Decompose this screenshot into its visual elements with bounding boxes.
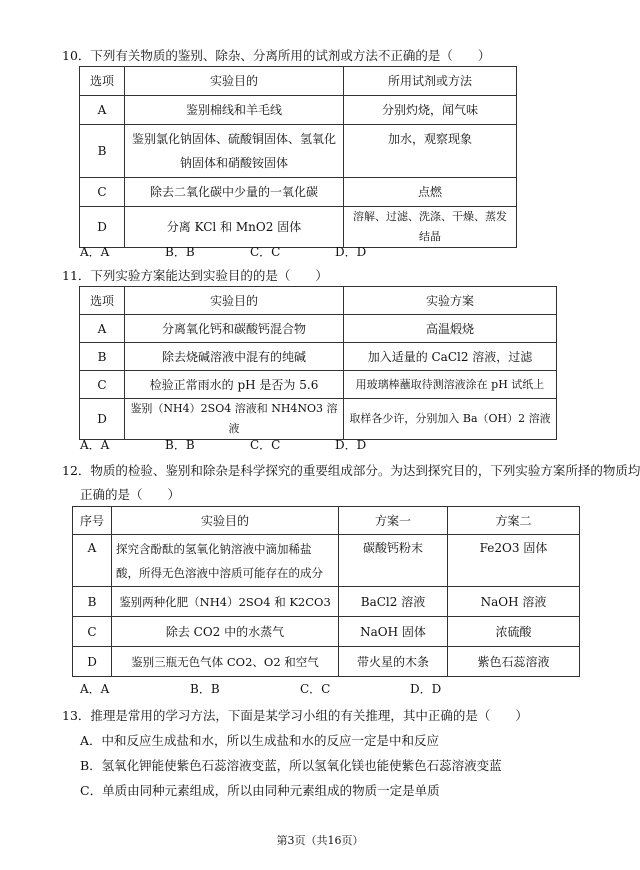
choice-a[interactable]: A．A [80, 438, 110, 452]
table-row: C 检验正常雨水的 pH 是否为 5.6 用玻璃棒蘸取待测溶液涂在 pH 试纸上 [80, 371, 557, 399]
table-row: D 鉴别（NH4）2SO4 溶液和 NH4NO3 溶液 取样各少许，分别加入 Ba（OH）2 溶液 [80, 399, 557, 440]
table-row: D 鉴别三瓶无色气体 CO2、O2 和空气 带火星的木条 紫色石蕊溶液 [73, 647, 580, 677]
table-row: A 鉴别棉线和羊毛线 分别灼烧，闻气味 [80, 96, 517, 125]
q13-option-a[interactable]: A．中和反应生成盐和水，所以生成盐和水的反应一定是中和反应 [80, 733, 440, 748]
choice-c[interactable]: C．C [250, 245, 281, 259]
q10-header-method: 所用试剂或方法 [344, 67, 517, 96]
table-row: B 鉴别两种化肥（NH4）2SO4 和 K2CO3 BaCl2 溶液 NaOH 溶液 [73, 587, 580, 617]
choice-d[interactable]: D．D [335, 438, 367, 452]
table-row: D 分离 KCl 和 MnO2 固体 溶解、过滤、洗涤、干燥、蒸发结晶 [80, 207, 517, 248]
q10-header-option: 选项 [80, 67, 125, 96]
q13-stem: 13．推理是常用的学习方法，下面是某学习小组的有关推理，其中正确的是（ ） [62, 708, 528, 723]
q13-option-c[interactable]: C．单质由同种元素组成，所以由同种元素组成的物质一定是单质 [80, 783, 440, 798]
q11-choices [80, 436, 420, 453]
choice-b[interactable]: B．B [165, 245, 195, 259]
choice-c[interactable]: C．C [300, 682, 331, 696]
choice-d[interactable]: D．D [335, 245, 367, 259]
page-footer: 第3页（共16页） [276, 834, 364, 847]
table-row: B 除去烧碱溶液中混有的纯碱 加入适量的 CaCl2 溶液，过滤 [80, 343, 557, 371]
q10-table [79, 66, 517, 248]
table-row: C 除去二氧化碳中少量的一氧化碳 点燃 [80, 178, 517, 207]
q12-table: 序号 实验目的 方案一 方案二 A 探究含酚酞的氢氧化钠溶液中滴加稀盐酸，所得无色溶液中溶质可能存在的成分 碳酸钙粉末 Fe2O3 固体 B 鉴别两种化肥（NH4）2SO4 和 K2CO3 BaCl2 溶液 NaOH 溶液 C 除去 CO2 中的水蒸气 NaOH 固体 浓硫酸 D 鉴别三瓶无色气体 CO2、O2 和空气 带火星的木条 紫色石蕊溶液 [72, 506, 580, 677]
choice-c[interactable]: C．C [250, 438, 281, 452]
q11-stem: 11．下列实验方案能达到实验目的的是（ ） [62, 268, 328, 283]
q12-stem-line2: 正确的是（ ） [80, 487, 181, 502]
choice-d[interactable]: D．D [410, 682, 442, 696]
table-row: A 分离氧化钙和碳酸钙混合物 高温煅烧 [80, 315, 557, 343]
table-row: B 鉴别氯化钠固体、硫酸铜固体、氢氧化钠固体和硝酸铵固体 加水，观察现象 [80, 125, 517, 178]
q10-stem: 10．下列有关物质的鉴别、除杂、分离所用的试剂或方法不正确的是（ ） [62, 48, 491, 63]
q11-table: 选项 实验目的 实验方案 A 分离氧化钙和碳酸钙混合物 高温煅烧 B 除去烧碱溶液中混有的纯碱 加入适量的 CaCl2 溶液，过滤 C 检验正常雨水的 pH 是否为 5.6 用玻璃棒蘸取待测溶液涂在 pH 试纸上 D 鉴别（NH4）2SO4 溶液和 NH4NO3 溶液 取样各少许，分别加入 Ba（OH）2 溶液 [79, 286, 557, 440]
table-row: A 探究含酚酞的氢氧化钠溶液中滴加稀盐酸，所得无色溶液中溶质可能存在的成分 碳酸钙粉末 Fe2O3 固体 [73, 535, 580, 587]
q12-stem-line1: 12．物质的检验、鉴别和除杂是科学探究的重要组成部分。为达到探究目的，下列实验方案所择的物质均 [62, 463, 640, 478]
choice-a[interactable]: A．A [80, 245, 110, 259]
choice-a[interactable]: A．A [80, 682, 110, 696]
choice-b[interactable]: B．B [165, 438, 195, 452]
table-row: C 除去 CO2 中的水蒸气 NaOH 固体 浓硫酸 [73, 617, 580, 647]
q13-option-b[interactable]: B．氢氧化钾能使紫色石蕊溶液变蓝，所以氢氧化镁也能使紫色石蕊溶液变蓝 [80, 758, 502, 773]
choice-b[interactable]: B．B [190, 682, 220, 696]
q12-choices [80, 680, 495, 697]
q10-header-purpose: 实验目的 [125, 67, 344, 96]
q10-choices [80, 243, 420, 260]
